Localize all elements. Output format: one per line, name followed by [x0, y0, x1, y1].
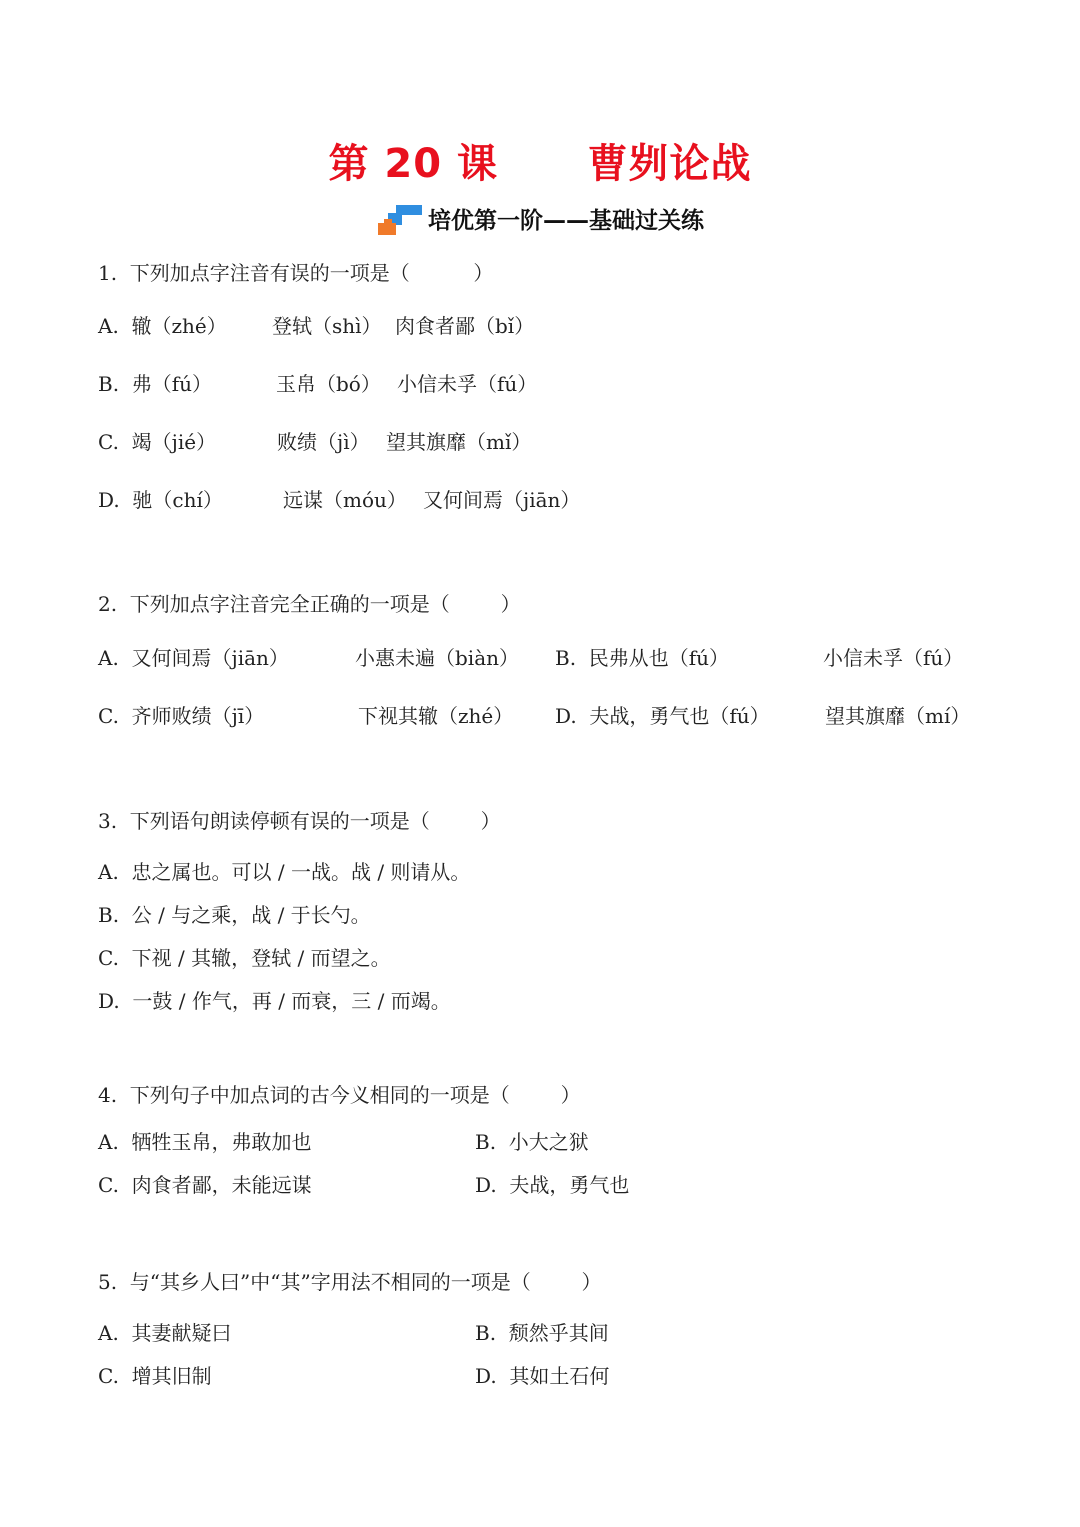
question-1-stem: 1. 下列加点字注音有误的一项是（ ） — [98, 261, 494, 285]
q3-option-c: C. 下视 / 其辙，登轼 / 而望之。 — [98, 946, 391, 970]
q2-row2-3: D. 夫战，勇气也（fú） — [555, 704, 770, 728]
stairs-logo-icon — [376, 205, 424, 239]
q2-row1-1: A. 又何间焉（jiān） — [98, 646, 289, 670]
q5-option-c: C. 增其旧制 — [98, 1364, 212, 1388]
q3-option-a: A. 忠之属也。可以 / 一战。战 / 则请从。 — [98, 860, 471, 884]
q1-option-b-3: 小信未孚（fú） — [397, 372, 538, 396]
section-heading — [0, 202, 1080, 239]
q3-option-b: B. 公 / 与之乘，战 / 于长勺。 — [98, 903, 371, 927]
q5-option-a: A. 其妻献疑曰 — [98, 1321, 232, 1345]
q2-row1-3: B. 民弗从也（fú） — [555, 646, 730, 670]
page-title: 第 20 课 曹刿论战 — [328, 141, 752, 187]
q1-option-c-1: C. 竭（jié） — [98, 430, 217, 454]
q1-option-d-1: D. 驰（chí） — [98, 488, 223, 512]
question-3-stem: 3. 下列语句朗读停顿有误的一项是（ ） — [98, 809, 501, 833]
q5-option-d: D. 其如土石何 — [475, 1364, 610, 1388]
q1-option-d-2: 远谋（móu） — [283, 488, 407, 512]
q2-row2-1: C. 齐师败绩（jī） — [98, 704, 265, 728]
q2-row1-2: 小惠未遍（biàn） — [355, 646, 520, 670]
question-2-stem: 2. 下列加点字注音完全正确的一项是（ ） — [98, 592, 521, 616]
q1-option-a-1: A. 辙（zhé） — [98, 314, 227, 338]
section-heading-text: 培优第一阶——基础过关练 — [428, 208, 704, 234]
q1-option-c-2: 败绩（jì） — [277, 430, 370, 454]
q1-option-d-3: 又何间焉（jiān） — [423, 488, 581, 512]
q1-option-b-2: 玉帛（bó） — [276, 372, 381, 396]
q2-row2-2: 下视其辙（zhé） — [358, 704, 514, 728]
q3-option-d: D. 一鼓 / 作气，再 / 而衰，三 / 而竭。 — [98, 989, 451, 1013]
q5-option-b: B. 颓然乎其间 — [475, 1321, 609, 1345]
q1-option-c-3: 望其旗靡（mǐ） — [386, 430, 532, 454]
q2-row1-4: 小信未孚（fú） — [823, 646, 964, 670]
q1-option-b-1: B. 弗（fú） — [98, 372, 213, 396]
q4-option-c: C. 肉食者鄙，未能远谋 — [98, 1173, 312, 1197]
q2-row2-4: 望其旗靡（mí） — [825, 704, 971, 728]
q4-option-b: B. 小大之狱 — [475, 1130, 589, 1154]
question-4-stem: 4. 下列句子中加点词的古今义相同的一项是（ ） — [98, 1083, 581, 1107]
question-5-stem: 5. 与“其乡人曰”中“其”字用法不相同的一项是（ ） — [98, 1270, 602, 1294]
q4-option-d: D. 夫战，勇气也 — [475, 1173, 630, 1197]
q4-option-a: A. 牺牲玉帛，弗敢加也 — [98, 1130, 312, 1154]
q1-option-a-2: 登轼（shì） — [272, 314, 382, 338]
q1-option-a-3: 肉食者鄙（bǐ） — [395, 314, 535, 338]
